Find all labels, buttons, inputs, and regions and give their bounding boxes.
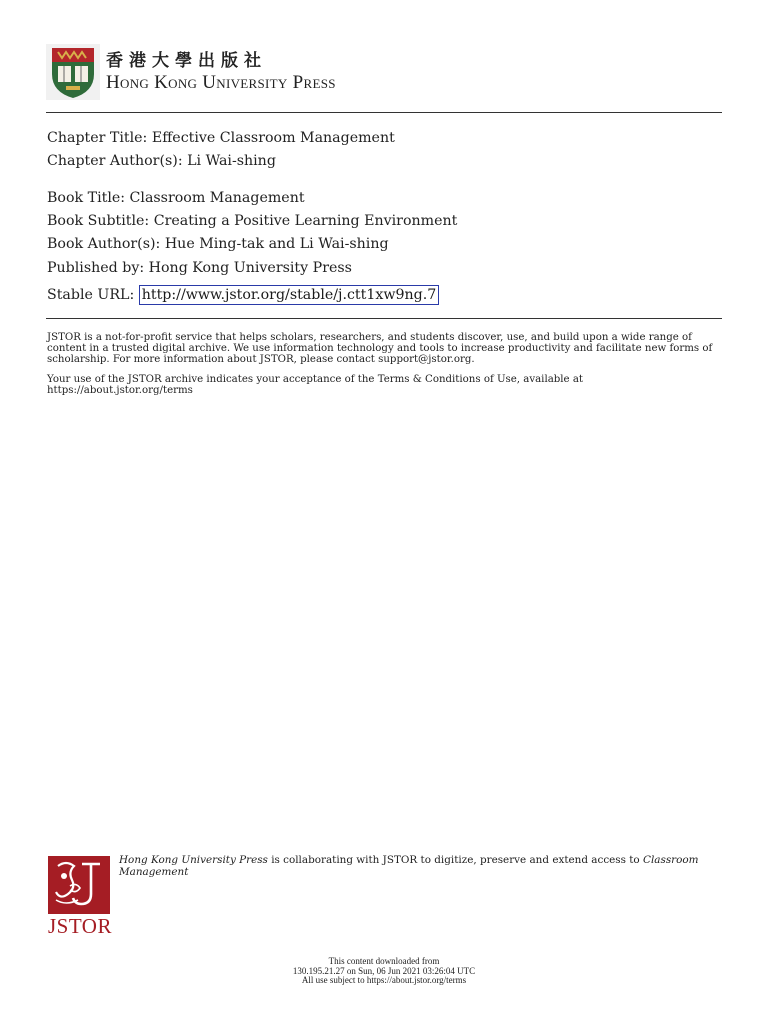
book-authors: Hue Ming-tak and Li Wai-shing (164, 236, 389, 252)
book-subtitle-label: Book Subtitle: (47, 213, 150, 229)
book-title: Classroom Management (129, 190, 305, 206)
jstor-logo-icon (48, 856, 110, 914)
stable-url-link[interactable]: http://www.jstor.org/stable/j.ctt1xw9ng.7 (139, 285, 440, 305)
publisher-line (47, 260, 352, 276)
footer-line-2: 130.195.21.27 on Sun, 06 Jun 2021 03:26:04 UTC (292, 965, 476, 976)
header-divider (46, 112, 722, 113)
book-title-label: Book Title: (47, 190, 126, 206)
collab-book: Classroom Management (119, 854, 699, 878)
stable-url-label: Stable URL: (47, 287, 135, 303)
chapter-title: Effective Classroom Management (151, 130, 395, 146)
chapter-author: Li Wai-shing (187, 153, 276, 169)
publisher-name: Hong Kong University Press (148, 260, 352, 276)
book-author-label: Book Author(s): (47, 236, 161, 252)
book-author-line (47, 236, 389, 252)
press-name-english: Hong Kong University Press (106, 72, 336, 93)
collab-publisher: Hong Kong University Press (119, 854, 268, 866)
jstor-logo (48, 856, 114, 938)
collab-text: is collaborating with JSTOR to digitize, preserve and extend access to (271, 854, 640, 866)
chapter-author-label: Chapter Author(s): (47, 153, 183, 169)
book-subtitle-line (47, 213, 457, 229)
hku-press-crest-icon (46, 44, 100, 100)
jstor-notice-paragraph: JSTOR is a not-for-profit service that helps scholars, researchers, and students discover, use, and build upon a wide range of content in a trusted digital archive. We use information technology and tools to increase productivity and facilitate new forms of scholarship. For more information about JSTOR, please contact support@jstor.org. (47, 332, 713, 365)
book-subtitle: Creating a Positive Learning Environment (153, 213, 458, 229)
chapter-title-line (47, 130, 395, 146)
footer-line-3: All use subject to https://about.jstor.org/terms (301, 975, 467, 985)
press-logo (46, 42, 370, 100)
stable-url-line (47, 287, 439, 303)
terms-notice-paragraph: Your use of the JSTOR archive indicates your acceptance of the Terms & Conditions of Use, available at https://about.jstor.org/terms (47, 374, 583, 396)
publisher-label: Published by: (47, 260, 145, 276)
metadata-divider (46, 318, 722, 319)
book-title-line (47, 190, 305, 206)
press-name-chinese: 香港大學出版社 (106, 51, 267, 71)
jstor-wordmark: JSTOR (48, 914, 112, 938)
download-footer (0, 957, 768, 986)
chapter-author-line (47, 153, 276, 169)
chapter-title-label: Chapter Title: (47, 130, 148, 146)
footer-line-1: This content downloaded from (328, 956, 440, 966)
collaboration-statement (119, 855, 719, 878)
